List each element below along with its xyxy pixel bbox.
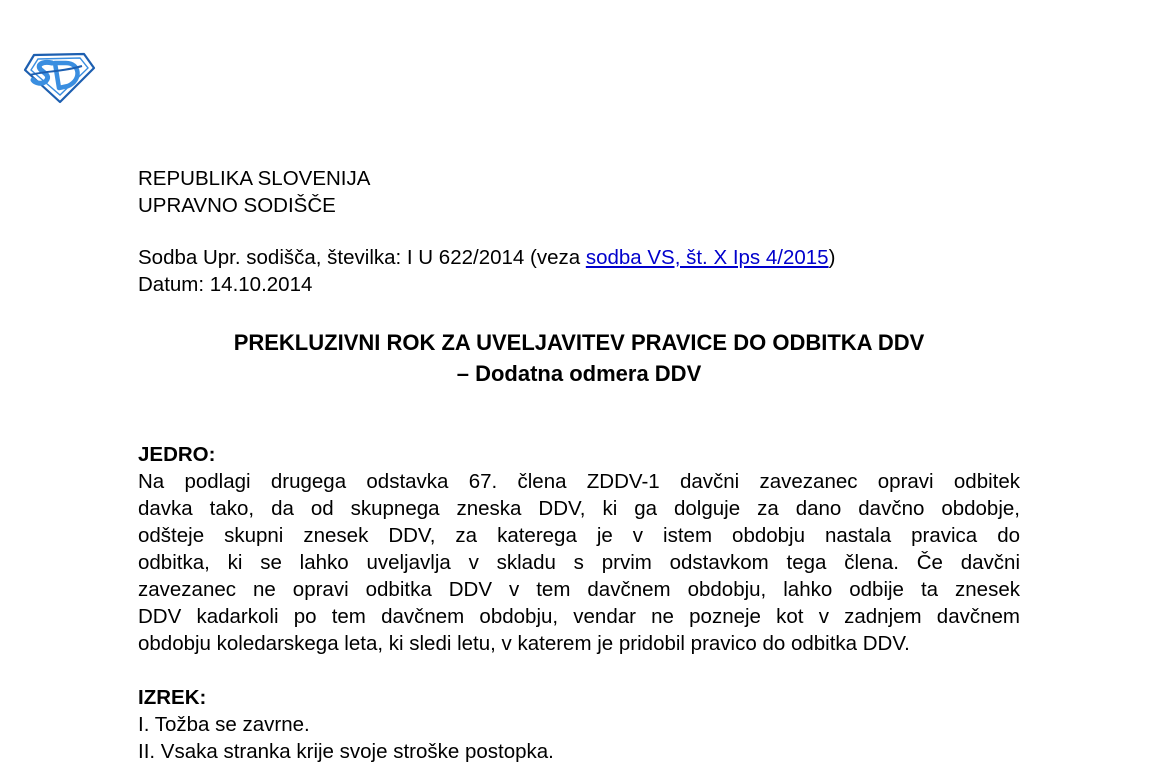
izrek-item: II. Vsaka stranka krije svoje stroške postopka. — [138, 740, 554, 763]
document-title: PREKLUZIVNI ROK ZA UVELJAVITEV PRAVICE DO ODBITKA DDV — [233, 330, 925, 355]
jedro-line: Na podlagi drugega odstavka 67. člena ZDDV-1 davčni zavezanec opravi odbitek — [138, 470, 1020, 493]
supreme-court-judgment-link[interactable]: sodba VS, št. X Ips 4/2015 — [585, 246, 829, 269]
judgment-date: Datum: 14.10.2014 — [138, 273, 313, 296]
jedro-line: DDV kadarkoli po tem davčnem obdobju, vendar ne pozneje kot v zadnjem davčnem — [138, 605, 1020, 628]
document-subtitle: – Dodatna odmera DDV — [456, 361, 702, 386]
izrek-item: I. Tožba se zavrne. — [138, 713, 310, 736]
jedro-line: odbitka, ki se lahko uveljavlja v skladu s prvim odstavkom tega člena. Če davčni — [138, 551, 1020, 574]
case-reference — [138, 244, 835, 271]
jedro-paragraph — [138, 468, 1020, 657]
jedro-line: odšteje skupni znesek DDV, za katerega je v istem obdobju nastala pravica do — [138, 524, 1020, 547]
court-name: UPRAVNO SODIŠČE — [138, 194, 336, 217]
country-name: REPUBLIKA SLOVENIJA — [138, 167, 371, 190]
izrek-heading: IZREK: — [138, 686, 207, 709]
jedro-heading: JEDRO: — [138, 443, 216, 466]
court-logo — [22, 50, 96, 104]
case-reference-prefix: Sodba Upr. sodišča, številka: I U 622/2014 (veza — [138, 246, 586, 269]
jedro-line: zavezanec ne opravi odbitka DDV v tem davčnem obdobju, lahko odbije ta znesek — [138, 578, 1020, 601]
jedro-line: obdobju koledarskega leta, ki sledi letu, v katerem je pridobil pravico do odbitka DDV. — [138, 632, 910, 655]
case-reference-suffix: ) — [828, 246, 836, 269]
jedro-line: davka tako, da od skupnega zneska DDV, ki ga dolguje za dano davčno obdobje, — [138, 497, 1020, 520]
